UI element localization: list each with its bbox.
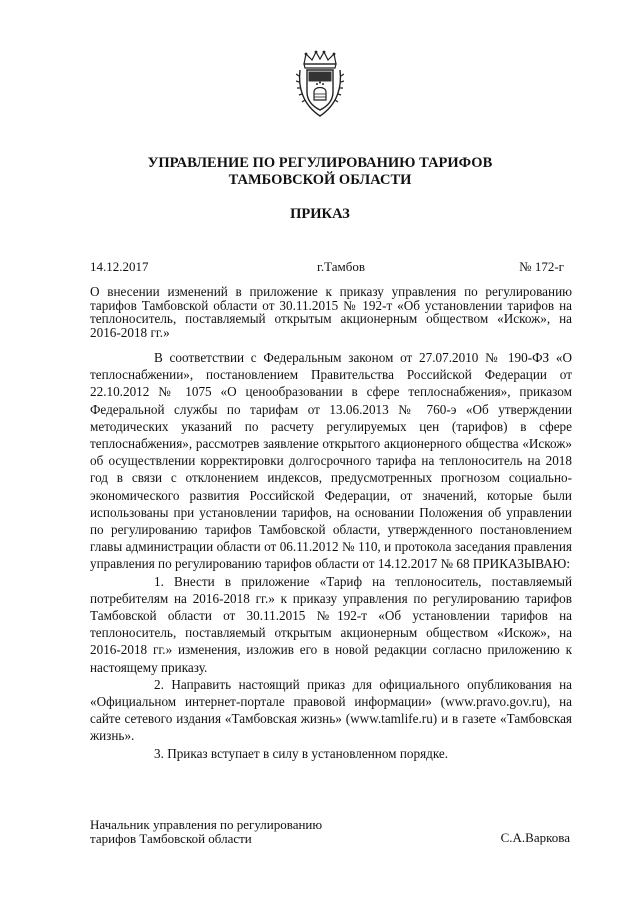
order-item-2: 2. Направить настоящий приказ для официального опубликования на «Официальном интернет-портале правовой информации» (www.pravo.gov.ru), на сайте сетевого издания «Тамбовская жизнь» (www.tamlife.ru) и в газете «Тамбовская жизнь». xyxy=(90,676,572,744)
issuing-authority xyxy=(90,155,550,189)
tambov-coat-of-arms-icon xyxy=(296,50,344,118)
preamble-paragraph: В соответствии с Федеральным законом от 27.07.2010 № 190-ФЗ «О теплоснабжении», постановлением Правительства Российской Федерации от 22.10.2012 № 1075 «О ценообразовании в сфере теплоснабжения», приказом Федеральной службы по тарифам от 13.06.2013 № 760-э «Об утверждении методических указаний по расчету регулируемых цен (тарифов) в сфере теплоснабжения», рассмотрев заявление открытого акционерного общества «Искож» об осуществлении корректировки долгосрочного тарифа на теплоноситель на 2018 год в связи с отклонением индексов, предусмотренных прогнозом социально-экономического развития Российской Федерации, от значений, которые были использованы при установлении тарифов, на основании Положения об управлении по регулированию тарифов Тамбовской области, утвержденного постановлением главы администрации области от 06.11.2012 № 110, и протокола заседания правления управления по регулированию тарифов области от 14.12.2017 № 68 ПРИКАЗЫВАЮ: xyxy=(90,350,572,572)
document-type: ПРИКАЗ xyxy=(290,206,350,222)
signatory-title-line-1: Начальник управления по регулированию xyxy=(90,817,323,832)
signatory-title xyxy=(90,818,322,845)
document-body xyxy=(90,349,572,762)
order-item-3: 3. Приказ вступает в силу в установленном порядке. xyxy=(154,745,449,761)
signatory-name: С.А.Варкова xyxy=(500,830,570,845)
document-number: № 172-г xyxy=(519,259,564,274)
authority-line-1: УПРАВЛЕНИЕ ПО РЕГУЛИРОВАНИЮ ТАРИФОВ xyxy=(147,155,493,171)
document-city: г.Тамбов xyxy=(317,259,365,274)
authority-line-2: ТАМБОВСКОЙ ОБЛАСТИ xyxy=(228,172,412,188)
document-subject: О внесении изменений в приложение к приказу управления по регулированию тарифов Тамбовской области от 30.11.2015 № 192-т «Об установлении тарифов на теплоноситель, поставляемый открытым акционерным обществом «Искож», на 2016-2018 гг.» xyxy=(90,284,572,340)
signatory-title-line-2: тарифов Тамбовской области xyxy=(90,830,252,846)
document-date: 14.12.2017 xyxy=(90,259,149,274)
order-item-1: 1. Внести в приложение «Тариф на теплоноситель, поставляемый потребителям на 2016-2018 гг.» к приказу управления по регулированию тарифов Тамбовской области от 30.11.2015 №192-т «Об установлении тарифов на теплоноситель, поставляемый открытым акционерным обществом «Искож», на 2016-2018 гг.» изменения, изложив его в новой редакции согласно приложению к настоящему приказу. xyxy=(90,573,572,675)
